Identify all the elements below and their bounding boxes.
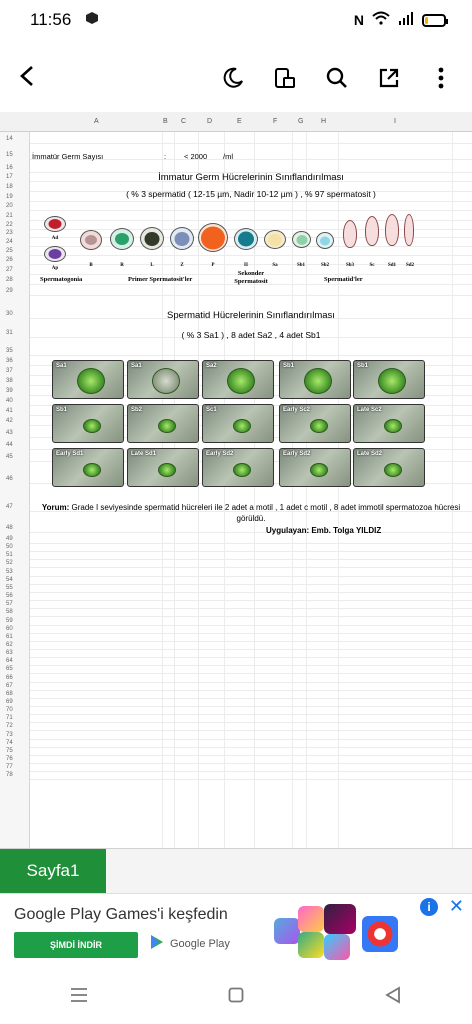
row-number[interactable]: 56 xyxy=(6,593,13,600)
micrograph-label: Sa2 xyxy=(206,363,217,369)
group-spermatogonia: Spermatogonia xyxy=(40,276,83,283)
row-number[interactable]: 41 xyxy=(6,408,13,414)
micrograph-label: Late Sc2 xyxy=(357,407,382,413)
open-external-icon[interactable] xyxy=(376,65,402,91)
row-gridline xyxy=(30,201,472,202)
row-gridline xyxy=(30,698,472,699)
micrograph-label: Sc1 xyxy=(206,407,217,413)
row-number[interactable]: 19 xyxy=(6,194,13,200)
row-number[interactable]: 36 xyxy=(6,358,13,364)
row-gridline xyxy=(30,722,472,723)
label-l: L xyxy=(150,263,154,268)
tab-sayfa1[interactable]: Sayfa1 xyxy=(0,849,106,893)
row-number[interactable]: 76 xyxy=(6,756,13,763)
ad-store-label: Google Play xyxy=(170,937,230,950)
micrograph-tile xyxy=(52,404,124,443)
game-thumb-6 xyxy=(362,916,398,952)
row-number[interactable]: 54 xyxy=(6,576,13,583)
micrograph-label: Sb1 xyxy=(56,407,68,413)
micrograph-tile xyxy=(353,448,425,487)
system-navbar xyxy=(0,966,472,1024)
row-gridline xyxy=(30,771,472,772)
row-number[interactable]: 51 xyxy=(6,552,13,559)
row-number[interactable]: 29 xyxy=(6,288,13,294)
micrograph-tile xyxy=(127,404,199,443)
germ-count-value: < 2000 xyxy=(184,152,208,161)
row-gridline xyxy=(30,739,472,740)
row-number[interactable]: 58 xyxy=(6,609,13,616)
micrograph-tile xyxy=(202,448,274,487)
row-number[interactable]: 31 xyxy=(6,330,13,336)
row-gridline xyxy=(30,730,472,731)
row-gridline xyxy=(30,143,472,144)
row-header xyxy=(0,132,30,848)
micrograph-tile xyxy=(52,448,124,487)
label-sd1: Sd1 xyxy=(387,263,397,268)
col-gridline xyxy=(452,132,453,848)
row-gridline xyxy=(30,295,472,296)
micrograph-label: Early Sd2 xyxy=(283,451,311,457)
row-number[interactable]: 35 xyxy=(6,348,13,354)
row-number[interactable]: 47 xyxy=(6,504,13,510)
germ-count-label: İmmatür Germ Sayısı xyxy=(32,152,104,161)
micrograph-tile xyxy=(353,360,425,399)
cell-blob xyxy=(158,419,176,433)
micrograph-label: Late Sd2 xyxy=(357,451,383,457)
column-header xyxy=(0,112,472,132)
sperm-sd2 xyxy=(404,214,414,246)
row-number[interactable]: 70 xyxy=(6,707,13,714)
label-ad: Ad xyxy=(51,236,59,241)
row-number[interactable]: 63 xyxy=(6,650,13,657)
label-r: R xyxy=(120,263,124,268)
battery-icon xyxy=(422,14,446,27)
row-number[interactable]: 40 xyxy=(6,398,13,404)
row-number[interactable]: 44 xyxy=(6,442,13,448)
sheet-tabbar xyxy=(0,848,472,892)
row-gridline xyxy=(30,584,472,585)
classification-title: İmmatur Germ Hücrelerinin Sınıflandırılması xyxy=(158,172,344,183)
micrograph-label: Sa1 xyxy=(56,363,67,369)
ad-game-thumbnails xyxy=(274,904,404,958)
row-number[interactable]: 50 xyxy=(6,544,13,551)
micrograph-label: Early Sd2 xyxy=(206,451,234,457)
row-number[interactable]: 49 xyxy=(6,536,13,542)
cell-ap xyxy=(44,246,66,262)
row-number[interactable]: 78 xyxy=(6,772,13,779)
arrow-back-icon[interactable] xyxy=(18,61,58,95)
col-c: C xyxy=(181,118,187,125)
row-number[interactable]: 26 xyxy=(6,257,13,263)
group-sekonder: Sekonder Spermatosit xyxy=(234,270,268,285)
cell-ii xyxy=(234,228,258,250)
comment-label: Yorum: xyxy=(41,503,70,512)
row-gridline xyxy=(30,779,472,780)
row-number[interactable]: 61 xyxy=(6,633,13,640)
row-number[interactable]: 43 xyxy=(6,430,13,436)
cell-blob xyxy=(227,368,255,394)
row-number[interactable]: 46 xyxy=(6,476,13,482)
cell-l xyxy=(140,227,164,250)
more-vert-icon[interactable] xyxy=(428,65,454,91)
cell-r xyxy=(110,228,134,250)
germ-count-unit: /ml xyxy=(223,152,233,161)
row-gridline xyxy=(30,543,472,544)
row-number[interactable]: 45 xyxy=(6,454,13,460)
row-gridline xyxy=(30,355,472,356)
cell-sb1 xyxy=(292,231,311,248)
label-sd2: Sd2 xyxy=(405,263,415,268)
cell-blob xyxy=(378,368,406,394)
row-number[interactable]: 39 xyxy=(6,388,13,394)
col-i: I xyxy=(394,118,396,125)
micrograph-label: Late Sd1 xyxy=(131,451,157,457)
row-number[interactable]: 27 xyxy=(6,267,13,273)
back-icon[interactable] xyxy=(373,975,413,1015)
cell-blob xyxy=(384,419,402,433)
row-gridline xyxy=(30,576,472,577)
row-number[interactable]: 64 xyxy=(6,658,13,665)
row-gridline xyxy=(30,665,472,666)
classification-subtitle: ( % 3 spermatid ( 12-15 µm, Nadir 10-12 µm ) , % 97 spermatosit ) xyxy=(126,189,376,199)
cell-p xyxy=(198,223,228,252)
row-number[interactable]: 15 xyxy=(6,152,13,158)
micrograph-tile xyxy=(202,404,274,443)
micrograph-tile xyxy=(279,404,351,443)
ad-headline[interactable]: Google Play Games'i keşfedin xyxy=(14,906,228,923)
label-b: B xyxy=(89,263,93,268)
cell-blob xyxy=(77,368,105,394)
row-number[interactable]: 48 xyxy=(6,525,13,531)
row-number[interactable]: 55 xyxy=(6,584,13,591)
row-gridline xyxy=(30,633,472,634)
home-icon[interactable] xyxy=(216,975,256,1015)
micrograph-tile xyxy=(353,404,425,443)
label-sb3: Sb3 xyxy=(345,263,355,268)
row-gridline xyxy=(30,706,472,707)
row-number[interactable]: 25 xyxy=(6,248,13,254)
cell-b xyxy=(80,230,102,250)
row-gridline xyxy=(30,747,472,748)
row-number[interactable]: 66 xyxy=(6,674,13,681)
cell-blob xyxy=(304,368,332,394)
row-number[interactable]: 67 xyxy=(6,682,13,689)
row-number[interactable]: 57 xyxy=(6,601,13,608)
row-gridline xyxy=(30,763,472,764)
cell-blob xyxy=(384,463,402,477)
col-f: F xyxy=(273,118,278,125)
game-thumb-4 xyxy=(298,932,324,958)
micrograph-tile xyxy=(279,448,351,487)
spermatid-subtitle: ( % 3 Sa1 ) , 8 adet Sa2 , 4 adet Sb1 xyxy=(181,330,321,340)
row-number[interactable]: 23 xyxy=(6,230,13,236)
micrograph-label: Sa1 xyxy=(131,363,142,369)
row-gridline xyxy=(30,616,472,617)
row-number[interactable]: 65 xyxy=(6,666,13,673)
label-sb2: Sb2 xyxy=(320,263,330,268)
comment-text: Grade I seviyesinde spermatid hücreleri ile 2 adet a motil , 1 adet c motil , 8 adet immotil spermatozoa hücresi görüldü. xyxy=(71,503,461,523)
row-number[interactable]: 69 xyxy=(6,699,13,705)
col-e: E xyxy=(237,118,242,125)
app-toolbar xyxy=(0,52,472,104)
close-icon[interactable]: ✕ xyxy=(448,896,464,916)
cell-blob xyxy=(310,463,328,477)
cell-z xyxy=(170,227,194,250)
cell-ad xyxy=(44,216,66,232)
comment xyxy=(30,502,472,524)
row-number[interactable]: 21 xyxy=(6,213,13,219)
row-gridline xyxy=(30,657,472,658)
row-gridline xyxy=(30,625,472,626)
row-number[interactable]: 53 xyxy=(6,568,13,575)
micrograph-label: Early Sc2 xyxy=(283,407,311,413)
row-number[interactable]: 28 xyxy=(6,277,13,283)
micrograph-tile xyxy=(202,360,274,399)
cell-sb2 xyxy=(316,232,334,249)
game-thumb-2 xyxy=(298,906,324,932)
label-sb1: Sb1 xyxy=(296,263,306,268)
cube-icon xyxy=(85,10,99,30)
google-play-icon xyxy=(150,934,164,953)
status-bar xyxy=(0,0,472,40)
label-p: P xyxy=(211,263,215,268)
info-icon[interactable]: i xyxy=(420,898,438,916)
micrograph-tile xyxy=(127,448,199,487)
sperm-sd1 xyxy=(385,214,399,246)
cell-blob xyxy=(158,463,176,477)
row-gridline xyxy=(30,755,472,756)
micrograph-tile xyxy=(52,360,124,399)
row-gridline xyxy=(30,649,472,650)
game-thumb-5 xyxy=(324,934,350,960)
row-number[interactable]: 73 xyxy=(6,731,13,738)
spermatid-title: Spermatid Hücrelerinin Sınıflandırılması xyxy=(167,310,335,321)
row-number[interactable]: 77 xyxy=(6,764,13,771)
row-number[interactable]: 52 xyxy=(6,560,13,567)
col-d: D xyxy=(207,118,213,125)
col-g: G xyxy=(298,118,304,125)
row-number[interactable]: 71 xyxy=(6,715,13,722)
row-number[interactable]: 62 xyxy=(6,641,13,648)
col-h: H xyxy=(321,118,327,125)
label-sa: Sa xyxy=(272,263,278,268)
row-number[interactable]: 22 xyxy=(6,222,13,228)
row-number[interactable]: 20 xyxy=(6,203,13,209)
row-gridline xyxy=(30,551,472,552)
label-ii: II xyxy=(244,263,248,268)
row-gridline xyxy=(30,567,472,568)
row-number[interactable]: 14 xyxy=(6,136,13,142)
device-icon[interactable] xyxy=(272,65,298,91)
row-number[interactable]: 17 xyxy=(6,174,13,180)
group-primer: Primer Spermatosit'ler xyxy=(128,276,193,283)
sperm-sc xyxy=(365,216,379,246)
micrograph-label: Sb1 xyxy=(357,363,369,369)
row-gridline xyxy=(30,559,472,560)
row-gridline xyxy=(30,592,472,593)
row-number[interactable]: 37 xyxy=(6,368,13,374)
cell-blob xyxy=(83,419,101,433)
nfc-icon: N xyxy=(353,12,364,28)
wifi-icon xyxy=(372,10,390,30)
moon-icon[interactable] xyxy=(220,65,246,91)
cell-blob xyxy=(233,463,251,477)
row-number[interactable]: 60 xyxy=(6,625,13,632)
cell-blob xyxy=(152,368,180,394)
micrograph-label: Early Sd1 xyxy=(56,451,84,457)
search-icon[interactable] xyxy=(324,65,350,91)
col-b: B xyxy=(163,118,168,125)
micrograph-tile xyxy=(127,360,199,399)
cell-sa xyxy=(264,230,286,249)
row-gridline xyxy=(30,532,472,533)
row-gridline xyxy=(30,608,472,609)
row-number[interactable]: 74 xyxy=(6,739,13,746)
row-number[interactable]: 68 xyxy=(6,690,13,697)
row-gridline xyxy=(30,600,472,601)
ad-store xyxy=(150,934,230,953)
tabbar-empty xyxy=(106,849,472,893)
row-number[interactable]: 30 xyxy=(6,311,13,317)
row-number[interactable]: 59 xyxy=(6,617,13,624)
germ-cell-diagram xyxy=(40,208,426,288)
micrograph-label: Sb1 xyxy=(283,363,295,369)
ad-install-button[interactable]: ŞİMDİ İNDİR xyxy=(14,932,138,958)
spreadsheet[interactable] xyxy=(0,112,472,848)
micrograph-tile xyxy=(279,360,351,399)
col-a: A xyxy=(94,118,99,125)
row-number[interactable]: 75 xyxy=(6,747,13,754)
signature: Uygulayan: Emb. Tolga YILDIZ xyxy=(266,526,382,535)
game-thumb-1 xyxy=(274,918,300,944)
row-number[interactable]: 24 xyxy=(6,239,13,245)
label-z: Z xyxy=(180,263,184,268)
row-number[interactable]: 16 xyxy=(6,165,13,171)
sperm-sb3 xyxy=(343,220,357,248)
cell-blob xyxy=(310,419,328,433)
label-ap: Ap xyxy=(51,266,59,271)
row-gridline xyxy=(30,714,472,715)
row-number[interactable]: 72 xyxy=(6,723,13,730)
row-number[interactable]: 38 xyxy=(6,378,13,384)
row-number[interactable]: 18 xyxy=(6,184,13,190)
game-thumb-3 xyxy=(324,904,356,934)
group-spermatid: Spermatid'ler xyxy=(324,276,363,283)
menu-icon[interactable] xyxy=(59,975,99,1015)
row-gridline xyxy=(30,673,472,674)
cell-blob xyxy=(233,419,251,433)
signal-icon xyxy=(398,10,414,30)
ad-banner[interactable] xyxy=(0,893,472,965)
status-time: 11:56 xyxy=(30,10,72,29)
row-gridline xyxy=(30,690,472,691)
label-sc: Sc xyxy=(369,263,375,268)
row-number[interactable]: 42 xyxy=(6,418,13,424)
row-gridline xyxy=(30,682,472,683)
cell-blob xyxy=(83,463,101,477)
micrograph-label: Sb2 xyxy=(131,407,143,413)
row-gridline xyxy=(30,641,472,642)
germ-count-colon: : xyxy=(164,152,167,161)
